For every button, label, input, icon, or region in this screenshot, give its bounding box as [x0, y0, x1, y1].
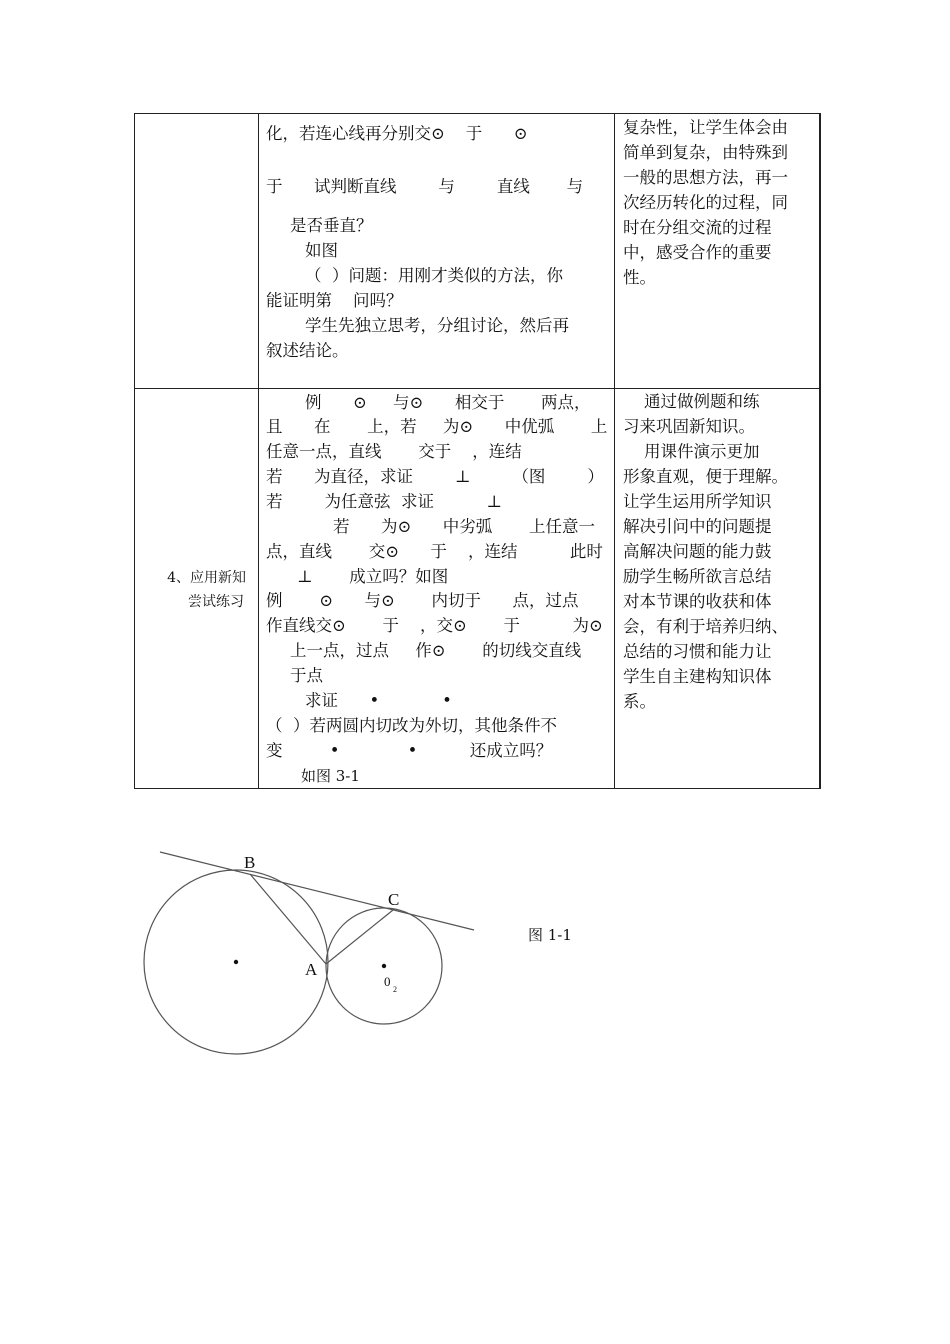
text-line: 任意一点，直线 交于 ，连结: [266, 442, 522, 461]
stage-label: 4、应用新知: [167, 570, 246, 586]
text-line: 会，有利于培养归纳、: [623, 617, 788, 636]
text-line: 性。: [623, 268, 656, 287]
text-line: 叙述结论。: [266, 341, 349, 360]
segment-ab: [250, 874, 326, 964]
text-line: 是否垂直？: [290, 216, 373, 235]
text-line: （ ）若两圆内切改为外切，其他条件不: [266, 716, 557, 735]
stage-label: 尝试练习: [188, 594, 244, 610]
text-line: （ ）问题：用刚才类似的方法，你: [305, 266, 563, 285]
text-line: 让学生运用所学知识: [623, 492, 772, 511]
text-line: 通过做例题和练: [623, 392, 760, 411]
text-line: 且 在 上，若 为⊙ 中优弧 上: [266, 417, 608, 436]
text-line: 若 为任意弦 求证 ⊥: [266, 492, 502, 511]
text-line: 于点: [290, 666, 323, 685]
text-line: 例 ⊙ 与⊙ 相交于 两点，: [305, 393, 591, 412]
text-line: 如图: [305, 241, 338, 260]
text-line: 能证明第 问吗？: [266, 291, 403, 310]
text-line: 系。: [623, 692, 656, 711]
text-line: 次经历转化的过程，同: [623, 193, 788, 212]
text-line: 作直线交⊙ 于 ，交⊙ 于 为⊙: [266, 616, 603, 635]
text-line: 化，若连心线再分别交⊙ 于 ⊙: [266, 124, 528, 143]
segment-ac: [326, 910, 393, 964]
text-line: 若 为⊙ 中劣弧 上任意一: [333, 517, 595, 536]
text-line: 于 试判断直线 与 直线 与: [266, 177, 584, 196]
text-line: 学生先独立思考，分组讨论，然后再: [305, 316, 569, 335]
text-line: 一般的思想方法，再一: [623, 168, 788, 187]
point-label-a: A: [305, 960, 318, 979]
center-o1-point: [234, 960, 238, 964]
text-line: 学生自主建构知识体: [623, 667, 772, 686]
point-label-o2-subscript: 2: [393, 985, 397, 994]
text-line: 例 ⊙ 与⊙ 内切于 点，过点: [266, 591, 579, 610]
text-line: 励学生畅所欲言总结: [623, 567, 772, 586]
point-label-b: B: [244, 853, 256, 872]
text-line: 高解决问题的能力鼓: [623, 542, 772, 561]
text-line: 中，感受合作的重要: [623, 243, 772, 262]
point-label-o2: 0: [384, 974, 391, 989]
text-line: 求证 • •: [305, 691, 452, 710]
text-line: 复杂性，让学生体会由: [623, 118, 788, 137]
text-line: 简单到复杂，由特殊到: [623, 143, 788, 162]
point-label-c: C: [388, 890, 400, 909]
text-line: 变 • • 还成立吗？: [266, 741, 553, 760]
text-line: 时在分组交流的过程: [623, 218, 772, 237]
text-line: 若 为直径，求证 ⊥ （图 ）: [266, 467, 604, 486]
text-line: 如图 3-1: [301, 767, 360, 785]
figure-caption: 图 1-1: [528, 926, 572, 944]
text-line: 对本节课的收获和体: [623, 592, 772, 611]
text-line: 总结的习惯和能力让: [623, 642, 772, 661]
text-line: 用课件演示更加: [623, 442, 760, 461]
text-line: 点，直线 交⊙ 于 ，连结 此时: [266, 542, 603, 561]
center-o2-point: [382, 964, 386, 968]
text-line: 形象直观，便于理解。: [623, 467, 788, 486]
text-line: 解决引问中的问题提: [623, 517, 772, 536]
text-line: 习来巩固新知识。: [623, 417, 755, 436]
text-line: ⊥ 成立吗？如图: [297, 567, 449, 586]
text-line: 上一点，过点 作⊙ 的切线交直线: [290, 641, 582, 660]
